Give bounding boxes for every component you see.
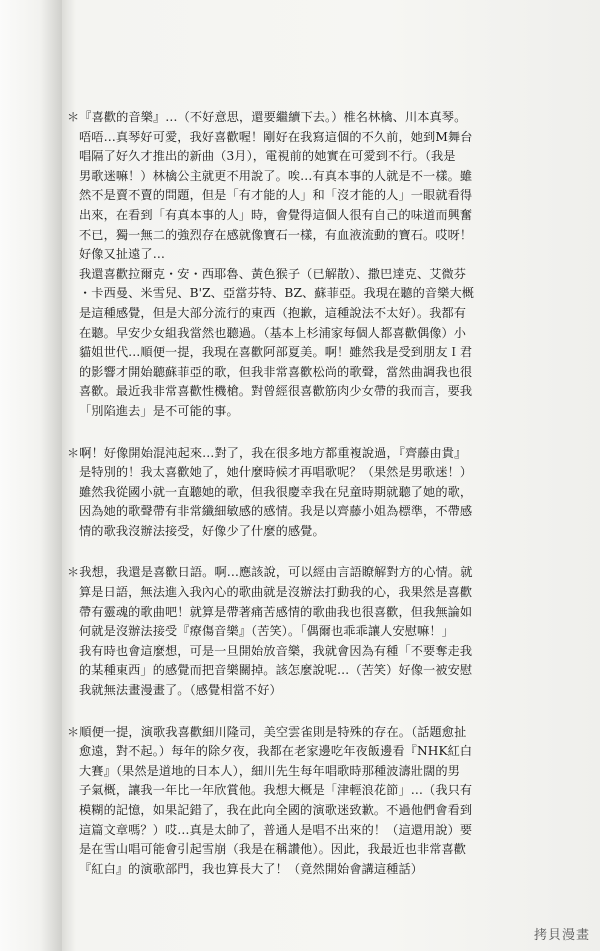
text-line: ＊啊！好像開始混沌起來…對了，我在很多地方都重複說過，『齊藤由貴』 [67, 445, 467, 460]
text-line: 是特別的！我太喜歡她了，她什麼時候才再唱歌呢？（果然是男歌迷！） [79, 465, 473, 480]
text-line: 我就無法畫漫畫了。（感覺相當不好） [79, 683, 282, 698]
text-line: 的影響才開始聽蘇菲亞的歌，但我非常喜歡松尚的歌聲，當然曲調我也很 [79, 364, 473, 379]
text-line: 這篇文章嗎？）哎…真是太帥了，普通人是唱不出來的！（這還用說）要 [79, 822, 473, 837]
site-watermark: 拷貝漫畫 [533, 928, 590, 943]
text-line: 雖然我從國小就一直聽她的歌，但我很慶幸我在兒童時期就聽了她的歌， [79, 484, 473, 499]
paragraph-japanese-lyrics [67, 563, 555, 700]
text-line: 帶有靈魂的歌曲吧！就算是帶著痛苦感情的歌曲我也很喜歡，但我無論如 [79, 604, 473, 619]
text-line: 不已，獨一無二的強烈存在感就像寶石一樣，有血液流動的寶石。哎呀！ [79, 227, 473, 242]
text-line: 模糊的記憶，如果記錯了，我在此向全國的演歌迷致歉。不過他們會看到 [79, 803, 473, 817]
page-text-body [67, 108, 555, 901]
text-line: 喜歡。最近我非常喜歡性機槍。對曾經很喜歡筋肉少女帶的我而言，要我 [79, 384, 473, 399]
text-line: ＊『喜歡的音樂』…（不好意思，還要繼續下去。）椎名林檎、川本真琴。 [67, 110, 467, 124]
text-line: ＊順便一提，演歌我喜歡細川隆司，美空雲雀則是特殊的存在。（話題愈扯 [67, 724, 467, 739]
text-line: 子氣概，讓我一年比一年欣賞他。我想大概是「津輕浪花節」…（我只有 [79, 783, 473, 798]
text-line: 唔唔…真琴好可愛，我好喜歡喔！剛好在我寫這個的不久前，她到M舞台 [79, 129, 473, 144]
text-line: 愈遠，對不起。）每年的除夕夜，我都在老家邊吃年夜飯邊看『NHK紅白 [79, 744, 473, 759]
paragraph-favorite-music [67, 108, 555, 422]
text-line: ＊我想，我還是喜歡日語。啊…應該說，可以經由言語瞭解對方的心情。就 [67, 565, 473, 580]
text-line: 好像又扯遠了… [79, 247, 166, 262]
text-line: 出來，在看到「有真本事的人」時，會覺得這個人很有自己的味道而興奮 [79, 207, 473, 222]
text-line: 大賽』（果然是道地的日本人），細川先生每年唱歌時那種波濤壯闊的男 [79, 763, 460, 778]
text-line: 在聽。早安少女組我當然也聽過。（基本上杉浦家每個人都喜歡偶像）小 [79, 325, 467, 340]
text-line: 何就是沒辦法接受『療傷音樂』（苦笑）。「偶爾也乖乖讓人安慰嘛！」 [79, 624, 454, 639]
text-line: 然不是賣不賣的問題，但是「有才能的人」和「沒才能的人」一眼就看得 [79, 188, 473, 203]
text-line: 是這種感覺，但是大部分流行的東西（抱歉，這種說法不太好）。我都有 [79, 305, 467, 320]
text-line: 情的歌我沒辦法接受，好像少了什麼的感覺。 [79, 523, 325, 538]
paragraph-enka [67, 723, 555, 880]
text-line: 我還喜歡拉爾克・安・西耶魯、黃色猴子（已解散）、撒巴達克、艾微芬 [79, 266, 467, 281]
text-line: 我有時也會這麼想，可是一旦開始放音樂，我就會因為有種「不要奪走我 [79, 643, 473, 658]
text-line: 的某種東西」的感覺而把音樂關掉。該怎麼說呢…（苦笑）好像一被安慰 [79, 663, 473, 678]
text-line: ・卡西曼、米雪兒、B'Z、亞當芬特、BZ、蘇菲亞。我現在聽的音樂大概 [79, 286, 475, 301]
paragraph-saito-yuki [67, 444, 555, 542]
text-line: 是在雪山唱可能會引起雪崩（我是在稱讚他）。因此，我最近也非常喜歡 [79, 842, 467, 857]
book-spine-margin [0, 0, 62, 951]
text-line: 貓姐世代…順便一提，我現在喜歡阿部夏美。啊！雖然我是受到朋友Ｉ君 [79, 345, 473, 360]
text-line: 男歌迷嘛！）林檎公主就更不用說了。唉…有真本事的人就是不一樣。雖 [79, 168, 473, 183]
text-line: 「別陷進去」是不可能的事。 [79, 403, 239, 418]
text-line: 因為她的歌聲帶有非常纖細敏感的感情。我是以齊藤小姐為標準，不帶感 [79, 504, 473, 519]
text-line: 唱隔了好久才推出的新曲（3月），電視前的她實在可愛到不行。（我是 [79, 149, 456, 164]
text-line: 『紅白』的演歌部門，我也算長大了！（竟然開始會講這種話） [79, 861, 424, 876]
text-line: 算是日語，無法進入我內心的歌曲就是沒辦法打動我的心，我果然是喜歡 [79, 585, 473, 600]
